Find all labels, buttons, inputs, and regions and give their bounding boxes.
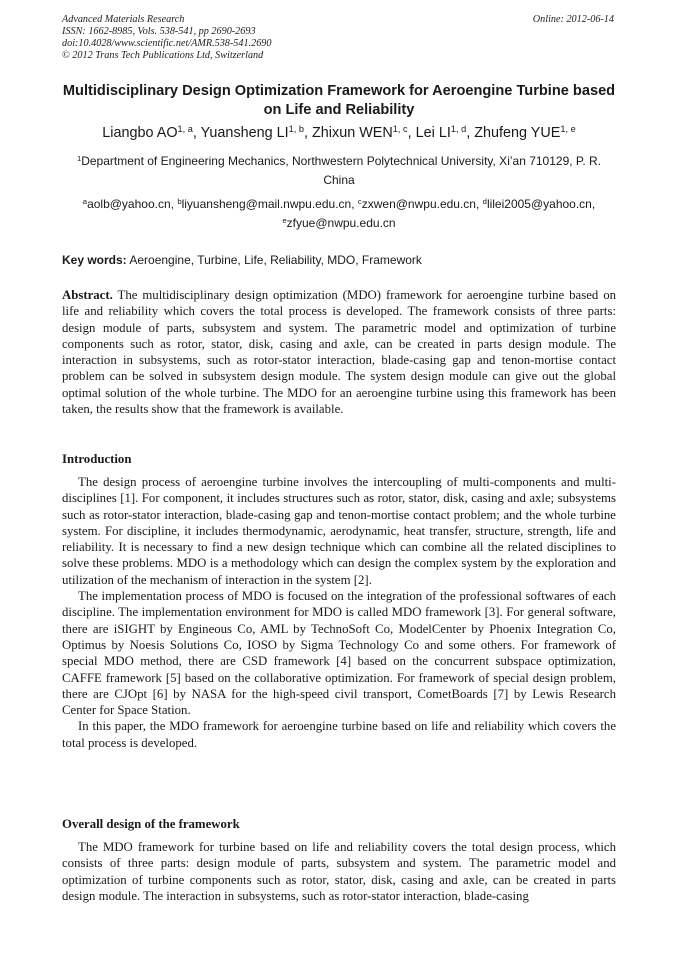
author-name: Yuansheng LI [200,125,289,141]
email-sup: e [282,215,287,225]
email-link[interactable]: zxwen@nwpu.edu.cn [361,197,476,211]
email-sup: b [177,196,182,206]
paragraph: In this paper, the MDO framework for aeroengine turbine based on life and reliability which covers the total process is developed. [62,719,616,750]
keywords-text: Aeroengine, Turbine, Life, Reliability, MDO, Framework [129,253,422,267]
email-list: $^a$aolb@yahoo.cn, $^b$liyuansheng@mail.nwpu.edu.cn, $^c$zxwen@nwpu.edu.cn, $^d$lilei2005@yahoo.cn, $^e$zfyue@nwpu.edu.cn [82,196,596,230]
author-name: Zhixun WEN [312,125,393,141]
author-sup: 1, c [392,123,408,134]
email-sup: c [357,196,362,206]
author-name: Zhufeng YUE [474,125,561,141]
abstract-text: The multidisciplinary design optimization (MDO) framework for aeroengine turbine based on life and reliability which covers the total process is developed. The framework consists of three parts: design module of parts, subsystem and system. The parametric model and optimization of turbine components such as rotor, stator, disk, casing and axle, can be created in parts design module. The interaction in subsystems, such as rotor-stator interaction, blade-casing gap and tenon-mortise contact problem can be solved in subsystem design module. The system design module can give out the global optimal solution of the whole turbine. The MDO for an aeroengine turbine using this framework has been taken, the results show that the framework is available. [62,288,617,417]
abstract [62,287,616,417]
abstract-label: Abstract. [62,288,113,302]
author-list: Liangbo AO$^{1, a}$, Yuansheng LI$^{1, b}$, Zhixun WEN$^{1, c}$, Lei LI$^{1, d}$, Zhufeng YUE$^{1, e}$ [102,123,576,141]
email-link[interactable]: lilei2005@yahoo.cn [486,197,592,211]
author-name: Lei LI [415,125,451,141]
paragraph: The design process of aeroengine turbine involves the intercoupling of multi-components and multi-disciplines [1]. For component, it includes structures such as rotor, stator, disk, casing and axle; subsystems such as rotor-stator interaction, blade-casing gap and tenon-mortise contact problem; and the whole turbine system. For discipline, it includes thermodynamic, aerodynamic, heat transfer, structure, strength, life and reliability. It is necessary to find a new design technique which can combine all the related disciplines to solve these problems. MDO is a methodology which can design the complex system by the exploration and utilization of the mechanism of interaction in the system [2]. [62,475,616,587]
copyright-line: © 2012 Trans Tech Publications Ltd, Switzerland [62,50,264,61]
author-name: Liangbo AO [102,125,178,141]
email-sup: a [82,196,88,206]
author-sup: 1, a [177,123,193,134]
paragraph: The implementation process of MDO is focused on the integration of the professional softwares of each discipline. The implementation environment for MDO is called MDO framework [3]. For general software, there are iSIGHT by Engineous Co, AML by TechnoSoft Co, ModelCenter by Phoenix Integration Co, Optimus by Noesis Solutions Co, IOSO by Sigma Technology Co and some others. For framework of special MDO method, there are CSD framework [4] based on the concurrent subspace optimization, CAFFE framework [5] based on the collaborative optimization. For framework of special design problem, there are CJOpt [6] by NASA for the high-speed civil transport, CometBoards [7] by Lewis Research Center for Space Station. [62,589,616,718]
keywords [62,251,616,269]
affiliation-text: Department of Engineering Mechanics, Northwestern Polytechnical University, Xi’an 710129, P. R. China [81,154,602,187]
email-link[interactable]: liyuansheng@mail.nwpu.edu.cn [181,197,352,211]
section-heading-introduction: Introduction [62,452,132,466]
section-introduction [62,474,616,751]
affiliation-sup: 1 [76,153,82,163]
author-sup: 1, e [560,123,576,134]
email-link[interactable]: zfyue@nwpu.edu.cn [286,216,396,230]
paragraph: The MDO framework for turbine based on life and reliability covers the total design process, which consists of three parts: design module of parts, subsystem and system. The parametric model and optimization of turbine components such as rotor, stator, disk, casing and axle, can be created in parts design module. The interaction in subsystems, such as rotor-stator interaction, blade-casing [62,840,616,903]
journal-header [62,14,271,62]
email-sup: d [482,196,487,206]
author-sup: 1, b [288,123,305,134]
keywords-label: Key words: [62,253,127,267]
author-sup: 1, d [450,123,467,134]
affiliation [62,152,616,190]
paper-title: Multidisciplinary Design Optimization Framework for Aeroengine Turbine based on Life and Reliability [62,83,616,118]
doi-line: doi:10.4028/www.scientific.net/AMR.538-541.2690 [62,38,272,49]
issn-line: ISSN: 1662-8985, Vols. 538-541, pp 2690-2693 [62,26,256,37]
section-overall-design [62,839,616,904]
journal-name: Advanced Materials Research [62,14,185,25]
email-link[interactable]: aolb@yahoo.cn [87,197,171,211]
section-heading-overall-design: Overall design of the framework [62,817,240,831]
online-date: Online: 2012-06-14 [532,14,614,25]
